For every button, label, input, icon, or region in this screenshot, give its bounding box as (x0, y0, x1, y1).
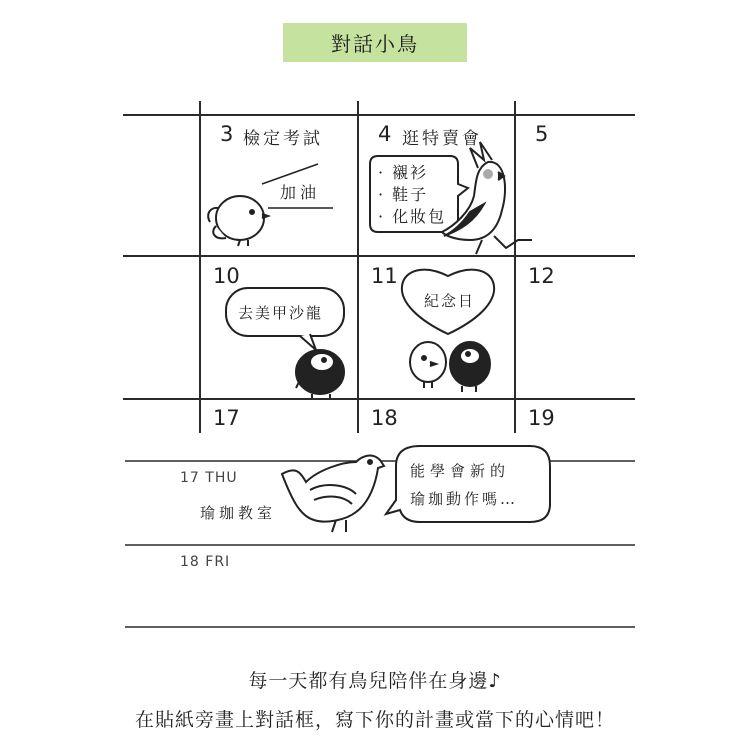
java-sparrow-icon (296, 350, 344, 398)
day-number: 3 (220, 122, 234, 146)
caption-line2: 在貼紙旁畫上對話框，寫下你的計畫或當下的心情吧！ (134, 709, 615, 731)
day-number: 5 (535, 122, 549, 146)
anniversary-text: 紀念日 (424, 292, 476, 310)
nail-salon-text: 去美甲沙龍 (238, 304, 324, 322)
list-item: · 化妝包 (378, 207, 447, 226)
planner-date-thu: 17 THU (180, 470, 238, 486)
day-event: 檢定考試 (243, 129, 323, 149)
pair-of-birds-icon (410, 342, 490, 392)
day-number: 4 (378, 122, 392, 146)
day-event: 逛特賣會 (402, 129, 482, 149)
hen-icon (282, 456, 384, 532)
planner-entry: 瑜珈教室 (200, 504, 277, 522)
planner-bubble-line1: 能學會新的 (410, 462, 511, 480)
round-bird-icon (208, 196, 268, 246)
planner-bubble (386, 446, 550, 522)
planner-date-fri: 18 FRI (180, 554, 231, 570)
day-number: 10 (213, 264, 240, 288)
planner-bubble-line2: 瑜珈動作嗎… (410, 490, 519, 508)
list-item: · 鞋子 (378, 185, 429, 204)
cheer-text: 加油 (280, 183, 321, 202)
list-item: · 襯衫 (378, 163, 429, 182)
caption-line1: 每一天都有鳥兒陪伴在身邊♪ (248, 670, 502, 692)
day-number: 11 (371, 264, 398, 288)
day-number: 12 (528, 264, 555, 288)
day-number: 18 (371, 406, 398, 430)
day-number: 19 (528, 406, 555, 430)
day-number: 17 (213, 406, 240, 430)
title-text: 對話小鳥 (331, 32, 419, 56)
